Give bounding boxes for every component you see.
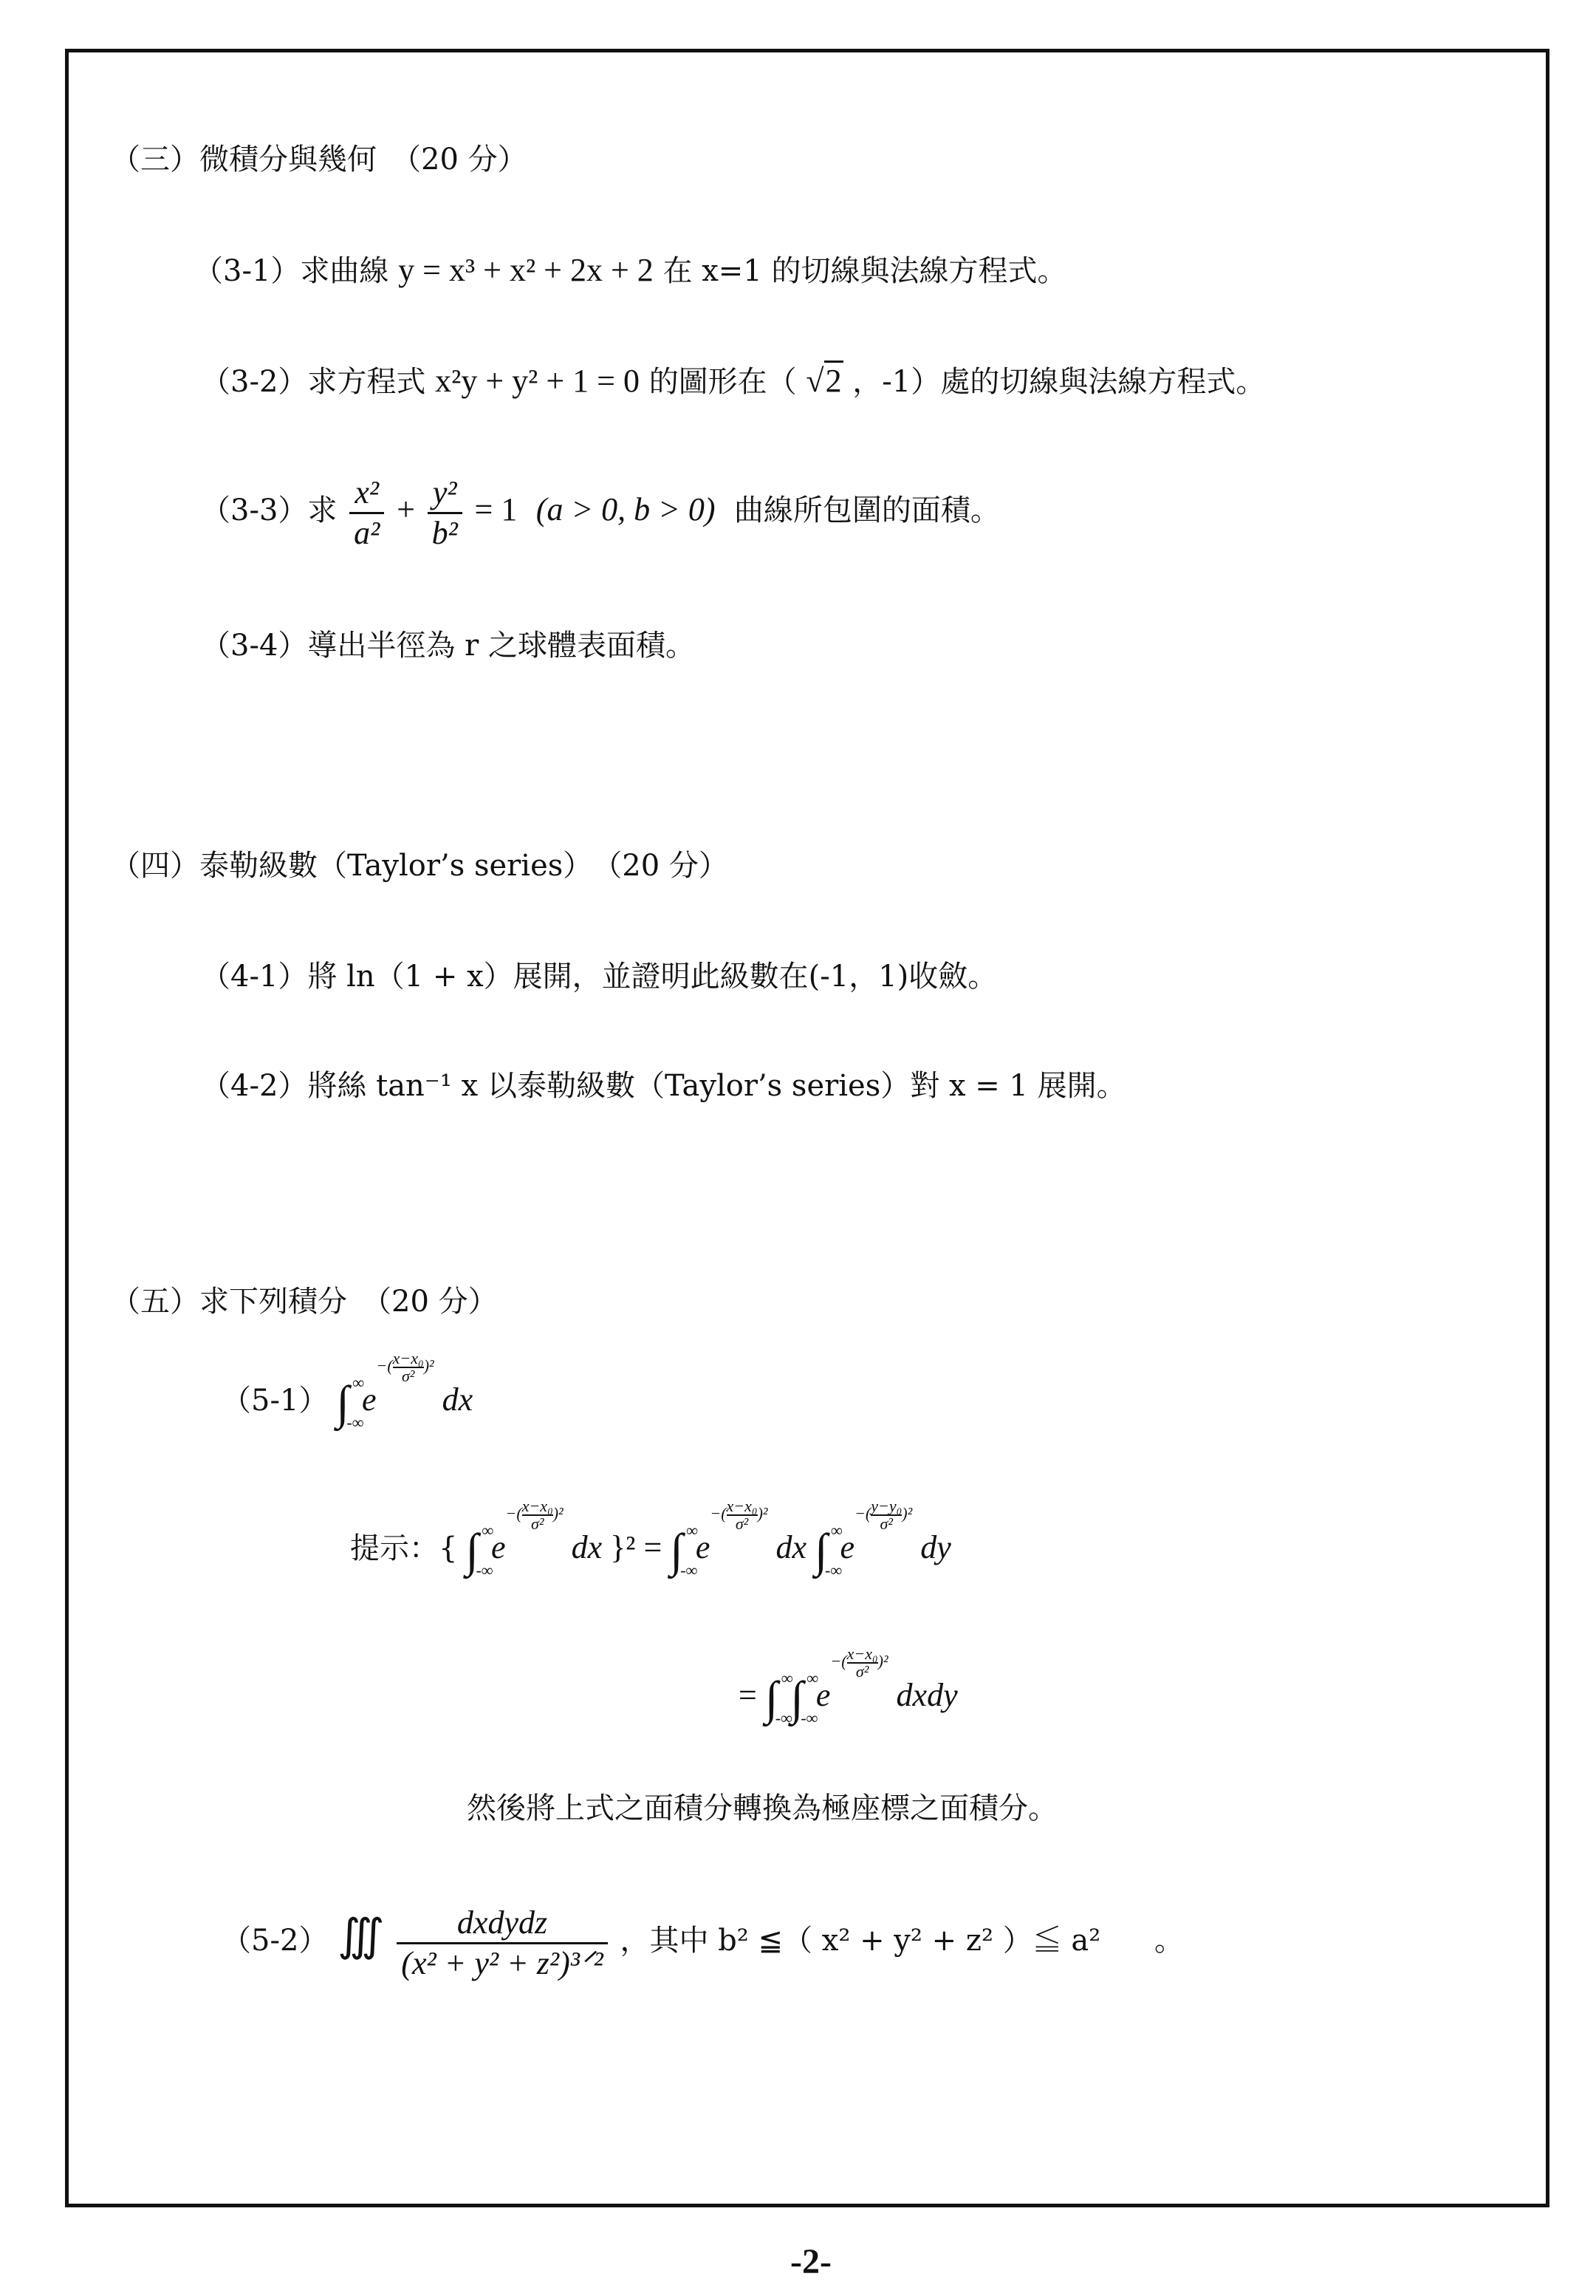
integral-symbol: ∫ ∞ -∞ — [465, 1520, 494, 1579]
integral-symbol: ∫ ∞ -∞ — [764, 1668, 793, 1727]
page-number: -2- — [790, 2242, 832, 2281]
integral-symbol: ∫ ∞ -∞ — [790, 1668, 819, 1727]
integral-symbol: ∫ ∞ -∞ — [336, 1373, 365, 1432]
question-3-4: （3-4）導出半徑為 r 之球體表面積。 — [201, 629, 695, 663]
fraction-x: $\frac{\text{x²}}{\text{a²}}$ — [349, 474, 384, 553]
sqrt-symbol: √2 — [806, 362, 843, 400]
question-4-1: （4-1）將 ln（1 + x）展開，並證明此級數在(-1，1)收斂。 — [201, 960, 998, 994]
hint-note: 然後將上式之面積分轉換為極座標之面積分。 — [467, 1791, 1058, 1825]
question-5-2: （5-2） ∭ $\frac{\text{dxdydz}}{\text{(x² + y² + z²)³ᐟ²}}$ ，其中 b² ≦（ x² + y² + z² ）≦ a² 。 — [222, 1904, 1185, 1981]
section-3-heading: （三）微積分與幾何 （20 分） — [111, 143, 527, 177]
question-3-2: （3-2）求方程式 x²y + y² + 1 = 0 的圖形在（ √2 ，-1）處的切線與法線方程式。 — [201, 362, 1265, 401]
equation: x²y + y² + 1 = 0 — [435, 363, 640, 399]
equation: y = x³ + x² + 2x + 2 — [398, 252, 654, 288]
triple-integral-symbol: ∭ — [338, 1911, 385, 1960]
hint-equation-2: = ∫ ∞ -∞ ∫ ∞ -∞ e−( $\frac{\text{x−x₀}}{\text{σ²}}$ )² dxdy — [739, 1644, 958, 1727]
fraction-y: $\frac{\text{y²}}{\text{b²}}$ — [428, 474, 462, 553]
question-4-2: （4-2）將絲 tan⁻¹ x 以泰勒級數（Taylor’s series）對 x = 1 展開。 — [201, 1069, 1126, 1103]
fraction: $\frac{\text{dxdydz}}{\text{(x² + y² + z²)³ᐟ²}}$ — [397, 1904, 607, 1983]
section-4-heading: （四）泰勒級數（Taylor’s series） （20 分） — [111, 849, 728, 883]
section-5-heading: （五）求下列積分 （20 分） — [111, 1285, 498, 1319]
question-3-1: （3-1）求曲線 y = x³ + x² + 2x + 2 在 x=1 的切線與法線方程式。 — [193, 252, 1067, 288]
exponent: −( $\frac{\text{x−x₀}}{\text{σ²}}$ )² — [710, 1497, 768, 1533]
question-5-1: （5-1） ∫ ∞ -∞ e−( $\frac{\text{x−x₀}}{\text{σ²}}$ )² dx — [222, 1349, 473, 1432]
integral-symbol: ∫ ∞ -∞ — [815, 1520, 843, 1579]
hint-equation: 提示：{ ∫ ∞ -∞ e−( $\frac{\text{x−x₀}}{\text{σ²}}$ )² dx }² = ∫ ∞ -∞ e−( $\frac{\text{x−x₀}}{\text{σ²}}$ )² dx ∫ ∞ -∞ e−( $\frac{\text{y−y₀}}{\text{σ²}}$ )² dy — [350, 1497, 951, 1579]
exponent: −( $\frac{\text{x−x₀}}{\text{σ²}}$ )² — [505, 1497, 564, 1533]
question-3-3: （3-3）求 $\frac{\text{x²}}{\text{a²}}$ + $\frac{\text{y²}}{\text{b²}}$ = 1 (a > 0, b > 0) 曲線所包圍的面積。 — [201, 474, 1000, 551]
exponent: −( $\frac{\text{x−x₀}}{\text{σ²}}$ )² — [376, 1349, 434, 1385]
exponent: −( $\frac{\text{y−y₀}}{\text{σ²}}$ )² — [854, 1497, 913, 1533]
integral-symbol: ∫ ∞ -∞ — [670, 1520, 698, 1579]
exponent: −( $\frac{\text{x−x₀}}{\text{σ²}}$ )² — [830, 1644, 888, 1681]
